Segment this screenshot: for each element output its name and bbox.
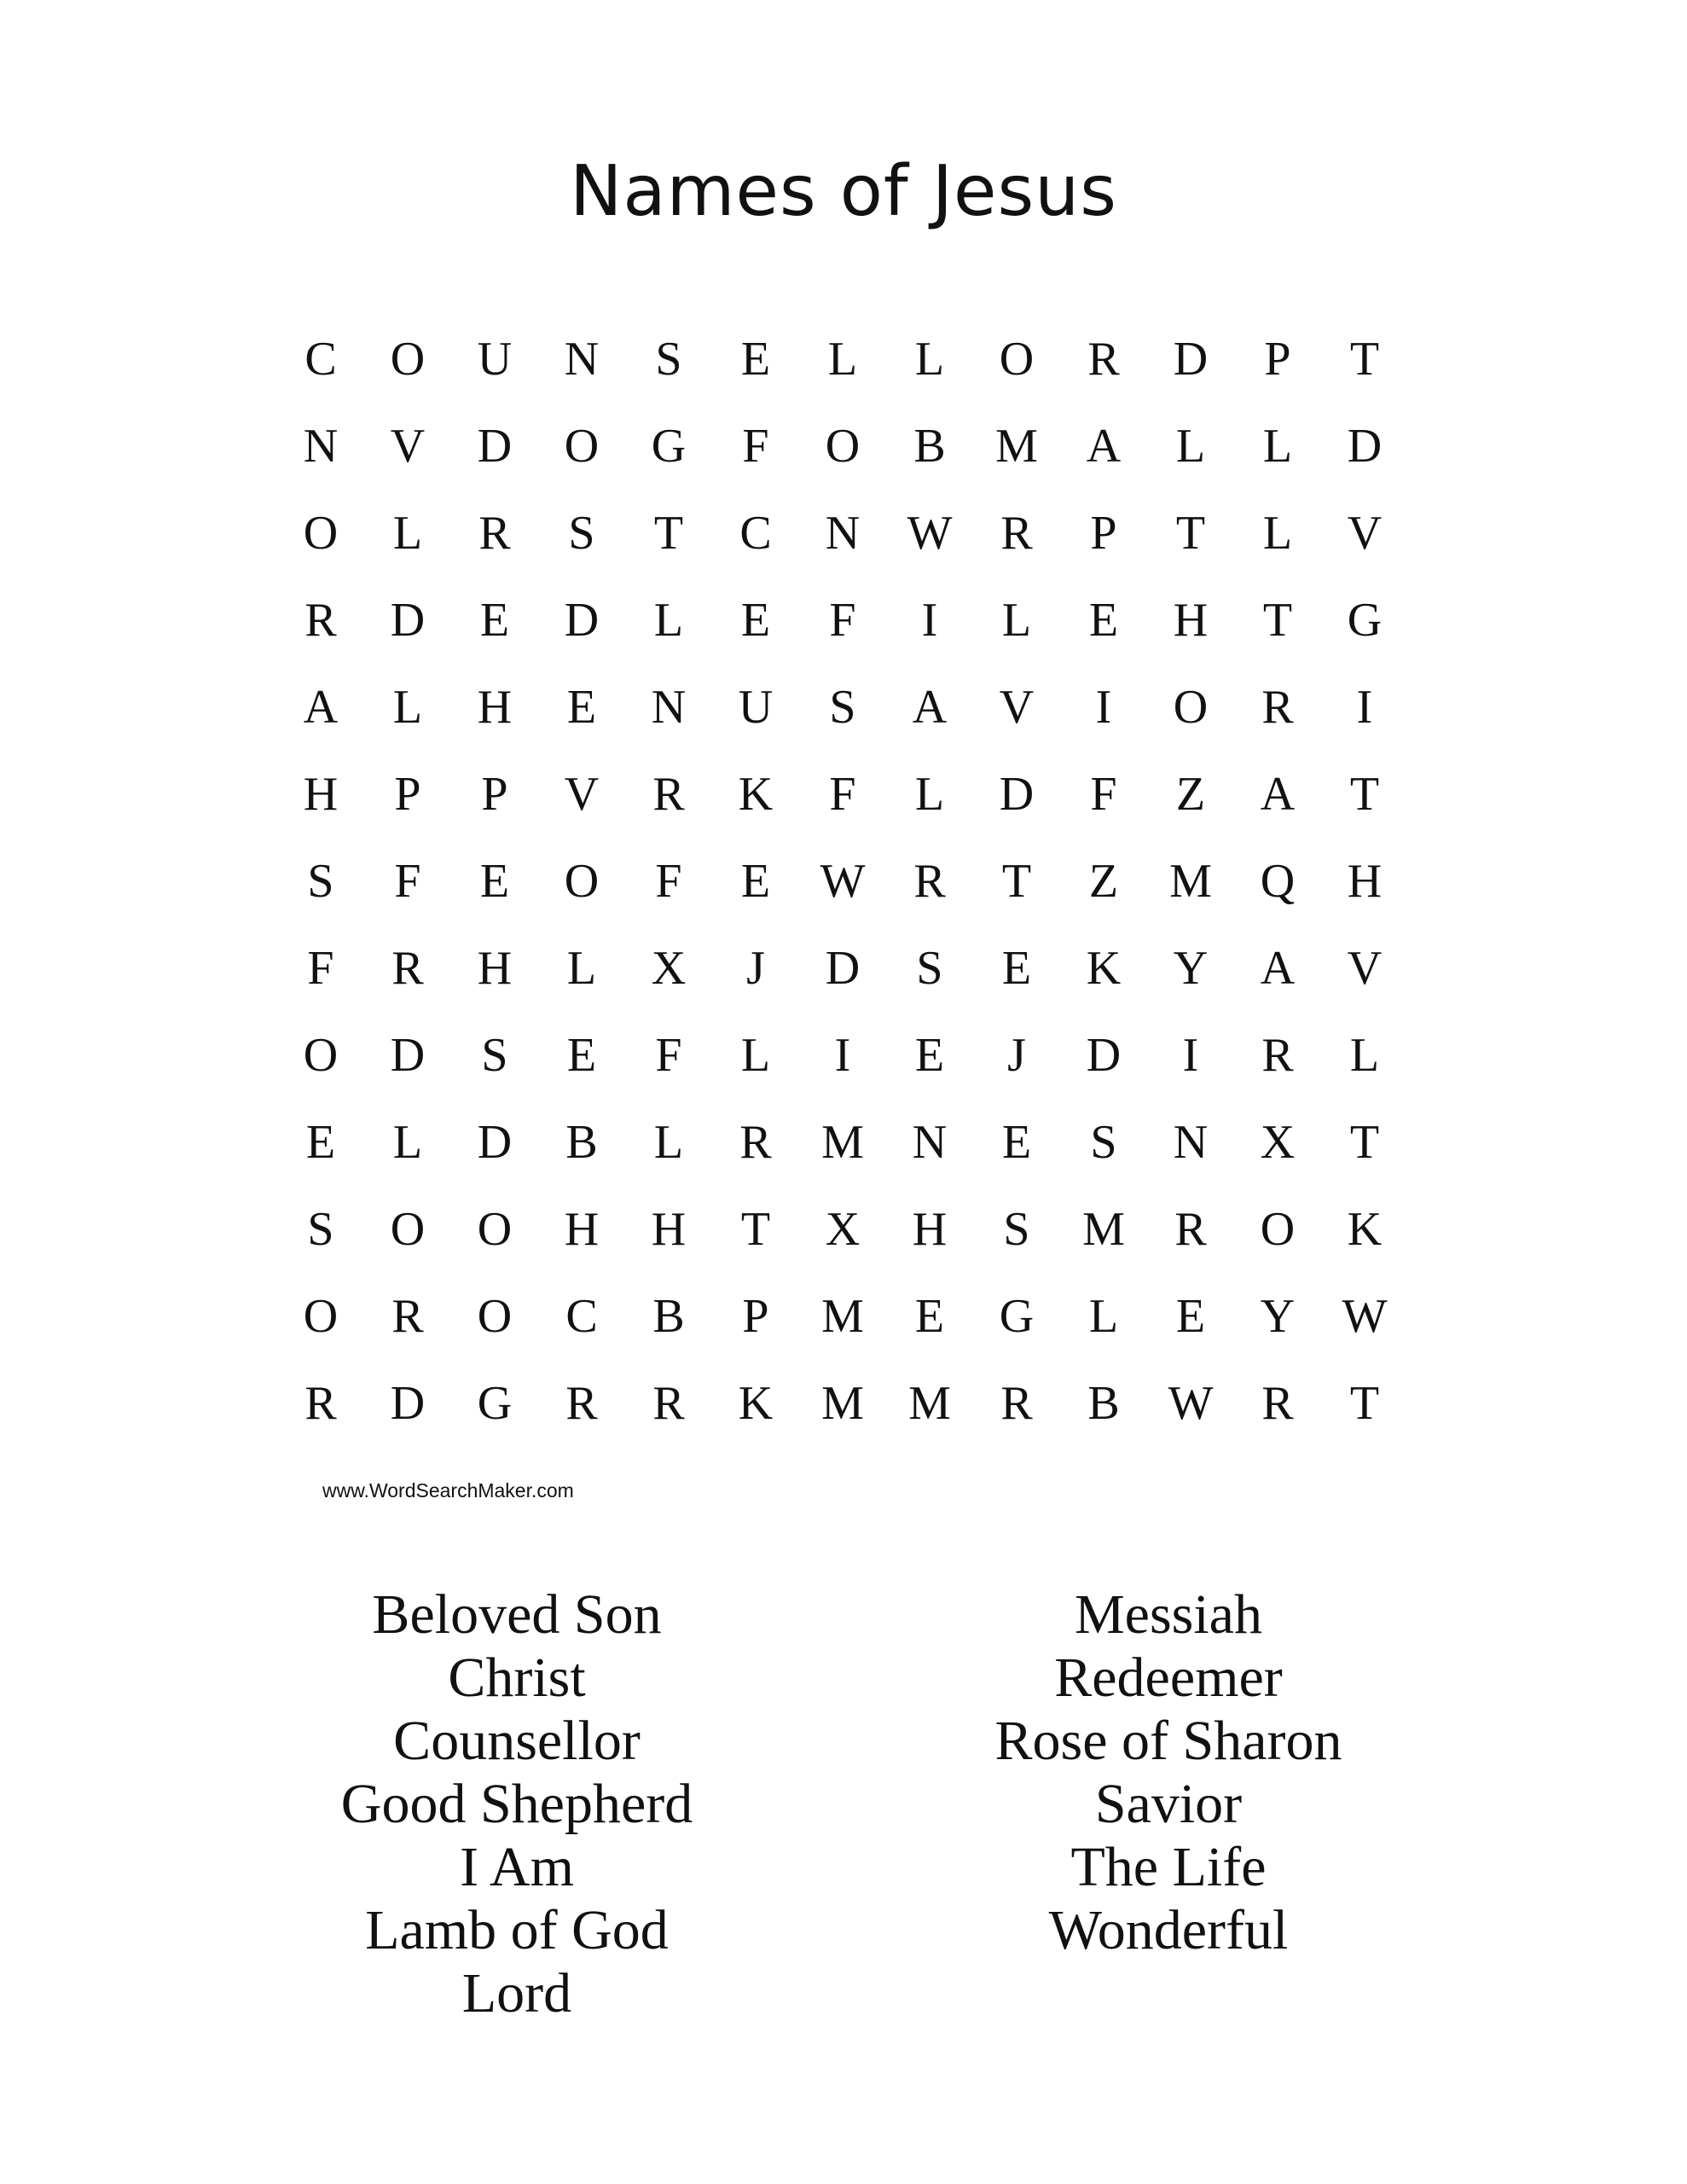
grid-letter: M	[821, 1116, 864, 1169]
grid-letter: O	[303, 507, 339, 560]
grid-letter: N	[825, 507, 861, 560]
grid-letter: E	[1001, 1116, 1032, 1169]
grid-letter: O	[390, 1203, 426, 1256]
grid-letter: L	[392, 507, 423, 560]
grid-letter: S	[307, 1203, 334, 1256]
grid-letter: U	[477, 333, 513, 386]
page-title: Names of Jesus	[570, 151, 1117, 232]
grid-letter: H	[564, 1203, 600, 1256]
grid-letter: D	[825, 942, 861, 995]
grid-letter: A	[303, 681, 339, 734]
grid-letter: E	[740, 594, 771, 647]
grid-letter: R	[304, 1377, 337, 1430]
grid-letter: K	[738, 768, 774, 821]
grid-letter: Z	[1175, 768, 1206, 821]
grid-letter: V	[999, 681, 1035, 734]
grid-letter: D	[1173, 333, 1209, 386]
grid-letter: V	[1347, 942, 1383, 995]
grid-letter: B	[1087, 1377, 1120, 1430]
grid-letter: O	[303, 1029, 339, 1082]
grid-letter: W	[907, 507, 953, 560]
grid-letter: O	[1260, 1203, 1296, 1256]
grid-letter: H	[303, 768, 339, 821]
grid-letter: S	[568, 507, 595, 560]
grid-letter: G	[651, 420, 687, 473]
word-list-item: Savior	[1094, 1773, 1243, 1835]
grid-letter: L	[1001, 594, 1032, 647]
grid-letter: V	[564, 768, 600, 821]
grid-letter: O	[564, 855, 600, 908]
grid-letter: K	[1086, 942, 1122, 995]
word-list-item: The Life	[1070, 1836, 1267, 1898]
grid-letter: L	[1175, 420, 1206, 473]
credit-text: www.WordSearchMaker.com	[322, 1479, 574, 1502]
grid-letter: I	[1356, 681, 1373, 734]
grid-letter: S	[481, 1029, 508, 1082]
grid-letter: R	[739, 1116, 772, 1169]
grid-letter: L	[653, 594, 684, 647]
grid-letter: P	[1264, 333, 1291, 386]
grid-letter: M	[1082, 1203, 1125, 1256]
grid-letter: T	[1349, 1377, 1380, 1430]
grid-letter: R	[1000, 507, 1033, 560]
grid-letter: T	[1001, 855, 1032, 908]
grid-letter: E	[479, 594, 510, 647]
grid-letter: V	[1347, 507, 1383, 560]
grid-letter: G	[477, 1377, 513, 1430]
grid-letter: X	[651, 942, 687, 995]
grid-letter: J	[746, 942, 765, 995]
grid-letter: Y	[1260, 1290, 1296, 1343]
grid-letter: L	[914, 768, 945, 821]
word-list-item: Rose of Sharon	[994, 1710, 1342, 1772]
grid-letter: A	[1086, 420, 1122, 473]
grid-letter: J	[1007, 1029, 1026, 1082]
letter-grid	[277, 316, 1408, 1447]
grid-letter: R	[1000, 1377, 1033, 1430]
grid-letter: E	[740, 333, 771, 386]
grid-letter: S	[307, 855, 334, 908]
grid-letter: S	[1003, 1203, 1030, 1256]
grid-letter: O	[477, 1290, 513, 1343]
grid-letter: X	[1260, 1116, 1296, 1169]
word-list-item: Messiah	[1075, 1583, 1262, 1646]
grid-letter: B	[913, 420, 946, 473]
grid-letter: L	[392, 1116, 423, 1169]
grid-letter: P	[1090, 507, 1117, 560]
grid-letter: O	[825, 420, 861, 473]
grid-letter: P	[481, 768, 508, 821]
grid-letter: F	[1090, 768, 1117, 821]
grid-letter: T	[1349, 1116, 1380, 1169]
grid-letter: Z	[1088, 855, 1119, 908]
grid-letter: M	[908, 1377, 951, 1430]
grid-letter: D	[477, 420, 513, 473]
grid-letter: O	[390, 333, 426, 386]
grid-letter: R	[391, 1290, 424, 1343]
word-list-item: I Am	[460, 1836, 574, 1898]
grid-letter: D	[390, 1029, 426, 1082]
grid-letter: E	[914, 1290, 945, 1343]
grid-letter: B	[565, 1116, 598, 1169]
grid-letter: B	[652, 1290, 685, 1343]
grid-letter: D	[390, 1377, 426, 1430]
grid-letter: O	[564, 420, 600, 473]
grid-letter: C	[304, 333, 337, 386]
grid-letter: L	[740, 1029, 771, 1082]
grid-letter: H	[477, 681, 513, 734]
grid-letter: I	[1182, 1029, 1199, 1082]
grid-letter: G	[1347, 594, 1383, 647]
grid-letter: R	[1261, 1029, 1294, 1082]
grid-letter: R	[391, 942, 424, 995]
grid-letter: T	[740, 1203, 771, 1256]
grid-letter: D	[1347, 420, 1383, 473]
grid-letter: R	[1261, 1377, 1294, 1430]
grid-letter: D	[1086, 1029, 1122, 1082]
grid-letter: M	[821, 1377, 864, 1430]
grid-letter: S	[916, 942, 943, 995]
grid-letter: E	[914, 1029, 945, 1082]
grid-letter: R	[565, 1377, 598, 1430]
grid-letter: W	[1342, 1290, 1388, 1343]
grid-letter: E	[305, 1116, 336, 1169]
grid-letter: D	[999, 768, 1035, 821]
word-list-left	[210, 1583, 824, 2025]
grid-letter: H	[912, 1203, 948, 1256]
grid-letter: E	[740, 855, 771, 908]
grid-letter: U	[738, 681, 774, 734]
word-list-right	[861, 1583, 1475, 1962]
grid-letter: M	[1169, 855, 1212, 908]
grid-letter: F	[394, 855, 421, 908]
grid-letter: A	[1260, 768, 1296, 821]
grid-letter: N	[564, 333, 600, 386]
grid-letter: S	[1090, 1116, 1117, 1169]
grid-letter: Y	[1173, 942, 1209, 995]
grid-letter: H	[477, 942, 513, 995]
grid-letter: G	[999, 1290, 1035, 1343]
grid-letter: R	[1261, 681, 1294, 734]
grid-letter: L	[1088, 1290, 1119, 1343]
grid-letter: L	[566, 942, 597, 995]
grid-letter: K	[738, 1377, 774, 1430]
grid-letter: P	[394, 768, 421, 821]
grid-letter: L	[653, 1116, 684, 1169]
grid-letter: E	[566, 681, 597, 734]
grid-letter: M	[821, 1290, 864, 1343]
grid-letter: R	[1174, 1203, 1207, 1256]
word-list-item: Wonderful	[1048, 1899, 1289, 1961]
grid-letter: X	[825, 1203, 861, 1256]
grid-letter: R	[913, 855, 946, 908]
grid-letter: T	[1175, 507, 1206, 560]
grid-letter: O	[1173, 681, 1209, 734]
grid-letter: V	[390, 420, 426, 473]
grid-letter: S	[829, 681, 856, 734]
grid-letter: F	[829, 594, 856, 647]
grid-letter: P	[742, 1290, 769, 1343]
grid-letter: L	[914, 333, 945, 386]
grid-letter: R	[652, 768, 685, 821]
word-list-item: Counsellor	[393, 1710, 641, 1772]
grid-letter: F	[829, 768, 856, 821]
grid-letter: L	[392, 681, 423, 734]
grid-letter: L	[1262, 507, 1293, 560]
grid-letter: N	[651, 681, 687, 734]
grid-letter: R	[652, 1377, 685, 1430]
word-list-item: Good Shepherd	[340, 1773, 693, 1835]
grid-letter: C	[739, 507, 772, 560]
grid-letter: I	[921, 594, 938, 647]
grid-letter: N	[303, 420, 339, 473]
grid-letter: R	[304, 594, 337, 647]
grid-letter: I	[1095, 681, 1112, 734]
grid-letter: D	[564, 594, 600, 647]
grid-letter: O	[303, 1290, 339, 1343]
grid-letter: R	[1087, 333, 1120, 386]
grid-letter: E	[1175, 1290, 1206, 1343]
grid-letter: F	[742, 420, 769, 473]
grid-letter: I	[834, 1029, 851, 1082]
grid-letter: E	[479, 855, 510, 908]
grid-letter: D	[390, 594, 426, 647]
grid-letter: T	[653, 507, 684, 560]
grid-letter: R	[478, 507, 511, 560]
grid-letter: L	[827, 333, 858, 386]
grid-letter: T	[1262, 594, 1293, 647]
grid-letter: W	[1168, 1377, 1214, 1430]
grid-letter: D	[477, 1116, 513, 1169]
grid-letter: F	[655, 855, 682, 908]
grid-letter: E	[1001, 942, 1032, 995]
grid-letter: L	[1349, 1029, 1380, 1082]
grid-letter: L	[1262, 420, 1293, 473]
grid-letter: H	[1173, 594, 1209, 647]
grid-letter: W	[820, 855, 866, 908]
word-list-item: Lamb of God	[365, 1899, 669, 1961]
grid-letter: N	[1173, 1116, 1209, 1169]
word-list-item: Redeemer	[1054, 1647, 1283, 1709]
grid-letter: N	[912, 1116, 948, 1169]
grid-letter: H	[651, 1203, 687, 1256]
grid-letter: M	[995, 420, 1038, 473]
grid-letter: E	[1088, 594, 1119, 647]
grid-letter: Q	[1260, 855, 1296, 908]
grid-letter: O	[999, 333, 1035, 386]
grid-letter: S	[655, 333, 682, 386]
grid-letter: O	[477, 1203, 513, 1256]
grid-letter: F	[307, 942, 334, 995]
grid-letter: T	[1349, 768, 1380, 821]
word-list-item: Beloved Son	[372, 1583, 662, 1646]
grid-letter: A	[912, 681, 948, 734]
grid-letter: F	[655, 1029, 682, 1082]
grid-letter: K	[1347, 1203, 1383, 1256]
grid-letter: C	[565, 1290, 598, 1343]
grid-letter: A	[1260, 942, 1296, 995]
grid-letter: E	[566, 1029, 597, 1082]
word-list-item: Lord	[461, 1962, 572, 2024]
grid-letter: T	[1349, 333, 1380, 386]
word-list-item: Christ	[448, 1647, 586, 1709]
grid-letter: H	[1347, 855, 1383, 908]
